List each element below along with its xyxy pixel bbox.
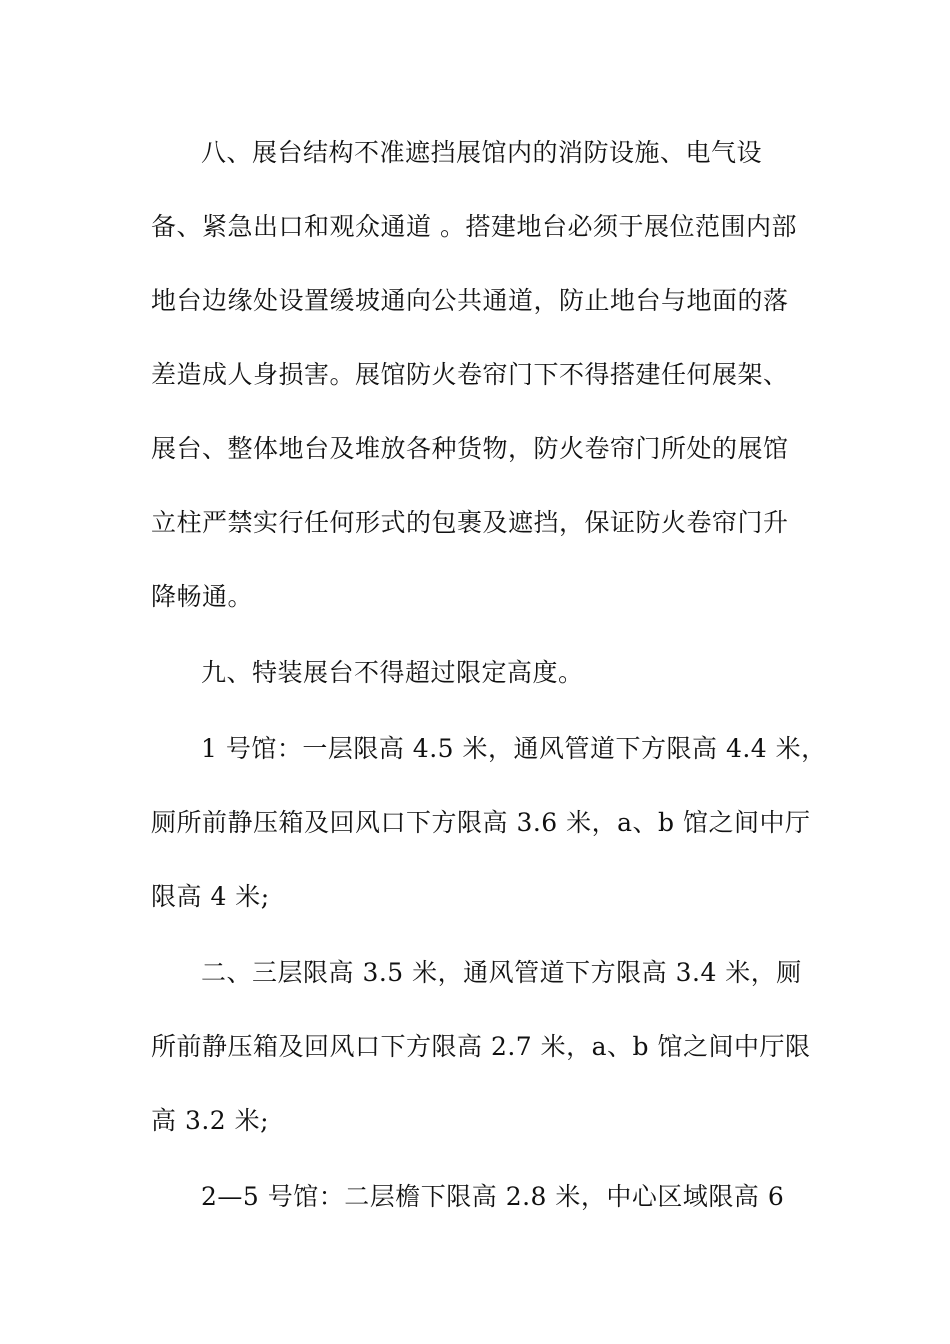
paragraph-8-line-2: 备、紧急出口和观众通道 。搭建地台必须于展位范围内部 [151,212,797,241]
paragraph-8-line-5: 展台、整体地台及堆放各种货物，防火卷帘门所处的展馆 [151,434,789,463]
paragraph-9-heading: 九、特装展台不得超过限定高度。 [201,658,584,687]
halls-2-5-line-1: 2—5 号馆：二层檐下限高 2.8 米，中心区域限高 6 [201,1182,785,1211]
hall-1-line-3: 限高 4 米; [151,882,270,911]
floors-2-3-line-3: 高 3.2 米; [151,1106,270,1135]
paragraph-8-line-6: 立柱严禁实行任何形式的包裹及遮挡，保证防火卷帘门升 [151,508,789,537]
hall-1-line-2: 厕所前静压箱及回风口下方限高 3.6 米，a、b 馆之间中厅 [151,808,811,837]
floors-2-3-line-2: 所前静压箱及回风口下方限高 2.7 米，a、b 馆之间中厅限 [151,1032,811,1061]
paragraph-8-line-7: 降畅通。 [151,582,254,611]
floors-2-3-line-1: 二、三层限高 3.5 米，通风管道下方限高 3.4 米，厕 [201,958,802,987]
paragraph-8-line-4: 差造成人身损害。展馆防火卷帘门下不得搭建任何展架、 [151,360,789,389]
paragraph-8-line-3: 地台边缘处设置缓坡通向公共通道，防止地台与地面的落 [151,286,789,315]
hall-1-line-1: 1 号馆：一层限高 4.5 米，通风管道下方限高 4.4 米， [201,734,827,763]
paragraph-8-line-1: 八、展台结构不准遮挡展馆内的消防设施、电气设 [201,138,763,167]
